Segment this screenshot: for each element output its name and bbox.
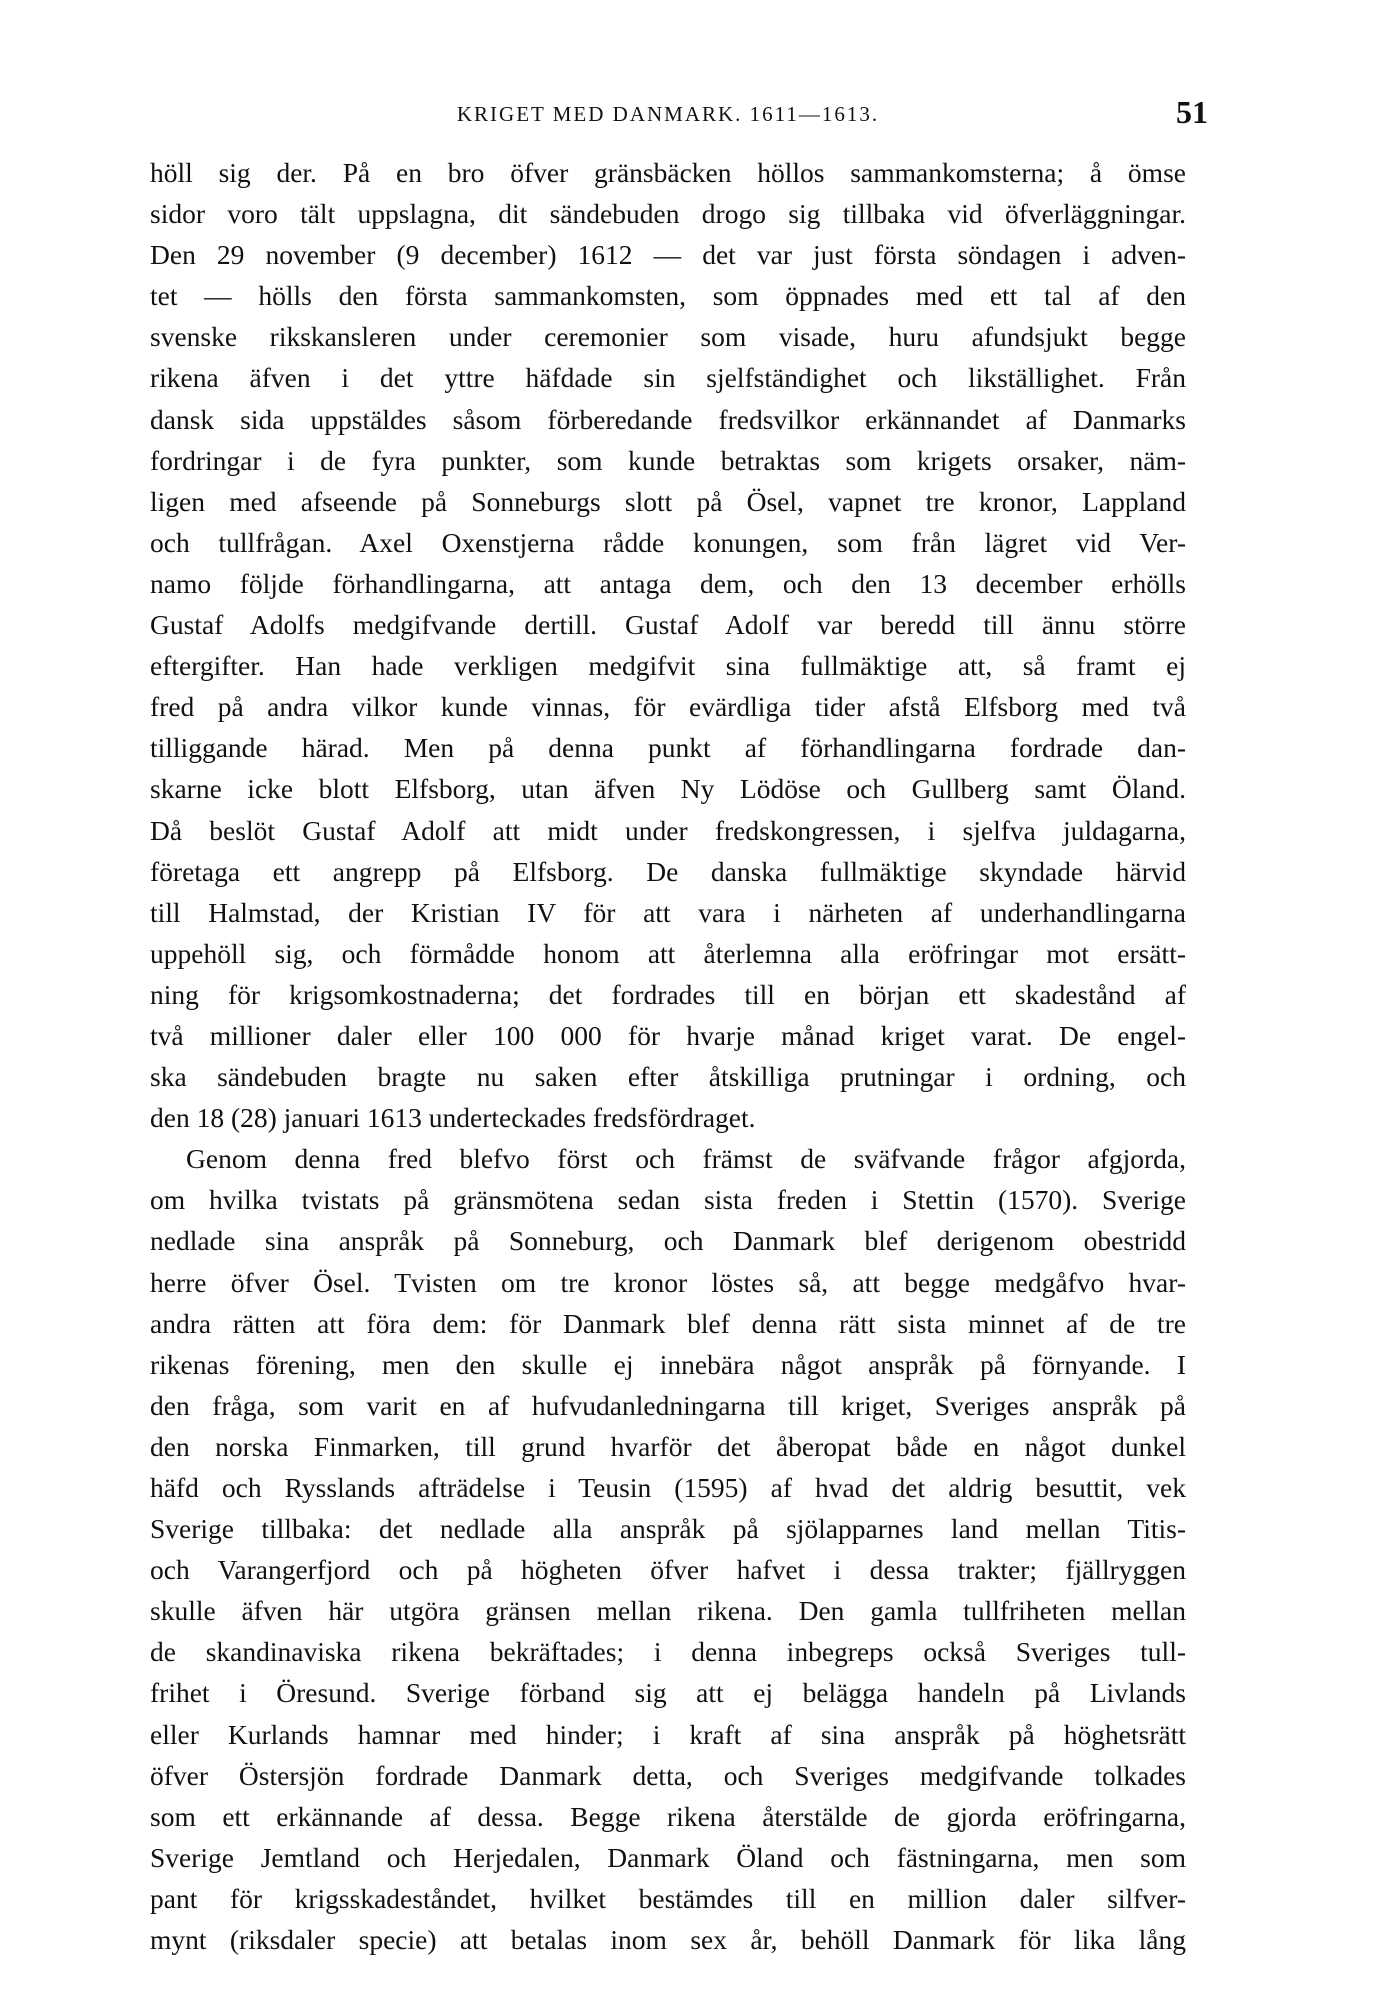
- text-line: som ett erkännande af dessa. Begge rikena återstälde de gjorda eröfringarna,: [150, 1800, 1186, 1832]
- body-text: [150, 152, 1186, 1960]
- text-line: och tullfrågan. Axel Oxenstjerna rådde konungen, som från lägret vid Ver-: [150, 526, 1186, 558]
- text-line-paragraph-start: Genom denna fred blefvo först och främst de sväfvande frågor afgjorda,: [186, 1143, 1186, 1175]
- text-line: eller Kurlands hamnar med hinder; i kraft af sina anspråk på höghetsrätt: [150, 1718, 1186, 1750]
- text-line: två millioner daler eller 100 000 för hvarje månad kriget varat. De engel-: [150, 1019, 1186, 1051]
- text-line: skarne icke blott Elfsborg, utan äfven Ny Lödöse och Gullberg samt Öland.: [150, 773, 1186, 805]
- text-line: rikenas förening, men den skulle ej innebära något anspråk på förnyande. I: [150, 1348, 1186, 1380]
- text-line: Gustaf Adolfs medgifvande dertill. Gustaf Adolf var beredd till ännu större: [150, 609, 1186, 641]
- text-line: Sverige tillbaka: det nedlade alla anspråk på sjölapparnes land mellan Titis-: [150, 1513, 1186, 1545]
- text-line: mynt (riksdaler specie) att betalas inom sex år, behöll Danmark för lika lång: [150, 1924, 1186, 1956]
- text-line: den norska Finmarken, till grund hvarför det åberopat både en något dunkel: [150, 1430, 1186, 1462]
- text-line: häfd och Rysslands afträdelse i Teusin (1595) af hvad det aldrig besuttit, vek: [150, 1472, 1186, 1503]
- text-line: Den 29 november (9 december) 1612 — det var just första söndagen i adven-: [150, 239, 1186, 271]
- text-line: rikena äfven i det yttre häfdade sin sjelfständighet och likställighet. Från: [150, 362, 1186, 394]
- running-head: [150, 94, 1208, 134]
- text-line: Sverige Jemtland och Herjedalen, Danmark Öland och fästningarna, men som: [150, 1841, 1186, 1873]
- text-line: tilliggande härad. Men på denna punkt af förhandlingarna fordrade dan-: [150, 732, 1186, 764]
- text-line: dansk sida uppstäldes såsom förberedande fredsvilkor erkännandet af Danmarks: [150, 403, 1186, 435]
- text-line: namo följde förhandlingarna, att antaga dem, och den 13 december erhölls: [150, 567, 1186, 599]
- page-number: 51: [1176, 94, 1208, 130]
- text-line: öfver Östersjön fordrade Danmark detta, och Sveriges medgifvande tolkades: [150, 1759, 1186, 1791]
- text-line: ska sändebuden bragte nu saken efter åtskilliga prutningar i ordning, och: [150, 1061, 1186, 1093]
- text-line: uppehöll sig, och förmådde honom att återlemna alla eröfringar mot ersätt-: [150, 937, 1186, 969]
- text-line: ning för krigsomkostnaderna; det fordrades till en början ett skadestånd af: [150, 978, 1186, 1010]
- text-line: fordringar i de fyra punkter, som kunde betraktas som krigets orsaker, näm-: [150, 444, 1186, 476]
- text-line: de skandinaviska rikena bekräftades; i denna inbegreps också Sveriges tull-: [150, 1636, 1186, 1668]
- text-line: eftergifter. Han hade verkligen medgifvit sina fullmäktige att, så framt ej: [150, 650, 1186, 682]
- text-line: pant för krigsskadeståndet, hvilket bestämdes till en million daler silfver-: [150, 1882, 1186, 1914]
- text-line: höll sig der. På en bro öfver gränsbäcken höllos sammankomsterna; å ömse: [150, 157, 1186, 188]
- text-line-paragraph-end: den 18 (28) januari 1613 underteckades fredsfördraget.: [150, 1102, 756, 1134]
- text-line: ligen med afseende på Sonneburgs slott på Ösel, vapnet tre kronor, Lappland: [150, 485, 1186, 517]
- text-line: frihet i Öresund. Sverige förband sig att ej belägga handeln på Livlands: [150, 1677, 1186, 1709]
- text-line: den fråga, som varit en af hufvudanledningarna till kriget, Sveriges anspråk på: [150, 1389, 1186, 1421]
- running-title: KRIGET MED DANMARK. 1611—1613.: [456, 102, 880, 126]
- text-line: herre öfver Ösel. Tvisten om tre kronor löstes så, att begge medgåfvo hvar-: [150, 1266, 1186, 1298]
- text-line: nedlade sina anspråk på Sonneburg, och Danmark blef derigenom obestridd: [150, 1225, 1186, 1257]
- text-line: andra rätten att föra dem: för Danmark blef denna rätt sista minnet af de tre: [150, 1307, 1186, 1339]
- text-line: och Varangerfjord och på högheten öfver hafvet i dessa trakter; fjällryggen: [150, 1554, 1186, 1586]
- text-line: fred på andra vilkor kunde vinnas, för evärdliga tider afstå Elfsborg med två: [150, 691, 1186, 723]
- text-line: om hvilka tvistats på gränsmötena sedan sista freden i Stettin (1570). Sverige: [150, 1184, 1186, 1216]
- text-line: skulle äfven här utgöra gränsen mellan rikena. Den gamla tullfriheten mellan: [150, 1595, 1186, 1627]
- text-line: till Halmstad, der Kristian IV för att vara i närheten af underhandlingarna: [150, 896, 1186, 928]
- text-line: tet — hölls den första sammankomsten, som öppnades med ett tal af den: [150, 280, 1186, 312]
- text-line: svenske rikskansleren under ceremonier som visade, huru afundsjukt begge: [150, 321, 1186, 353]
- text-line: Då beslöt Gustaf Adolf att midt under fredskongressen, i sjelfva juldagarna,: [150, 814, 1186, 846]
- text-line: sidor voro tält uppslagna, dit sändebuden drogo sig tillbaka vid öfverläggningar.: [150, 198, 1186, 230]
- text-line: företaga ett angrepp på Elfsborg. De danska fullmäktige skyndade härvid: [150, 855, 1186, 887]
